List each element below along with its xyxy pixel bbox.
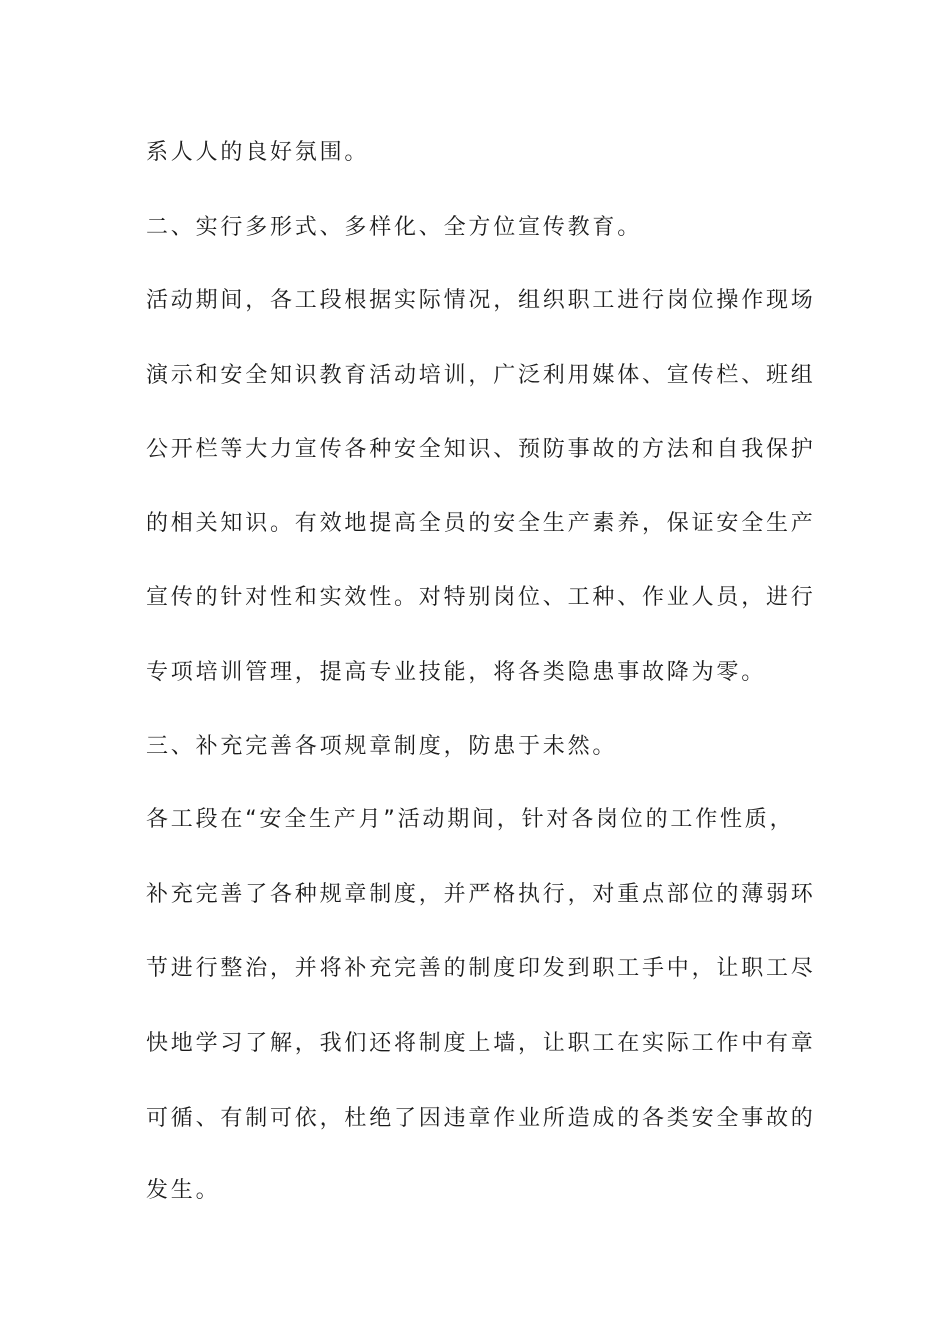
text-line-14: 可循、有制可依，杜绝了因违章作业所造成的各类安全事故的 bbox=[146, 1106, 816, 1131]
section-heading-3: 三、补充完善各项规章制度，防患于未然。 bbox=[146, 734, 618, 759]
section-heading-2: 二、实行多形式、多样化、全方位宣传教育。 bbox=[146, 215, 643, 240]
text-line-11: 补充完善了各种规章制度，并严格执行，对重点部位的薄弱环 bbox=[146, 882, 816, 907]
text-line-12: 节进行整治，并将补充完善的制度印发到职工手中，让职工尽 bbox=[146, 956, 816, 981]
text-line-5: 公开栏等大力宣传各种安全知识、预防事故的方法和自我保护 bbox=[146, 437, 816, 462]
text-line-1: 系人人的良好氛围。 bbox=[146, 140, 370, 165]
text-line-13: 快地学习了解，我们还将制度上墙，让职工在实际工作中有章 bbox=[146, 1031, 816, 1056]
text-line-7: 宣传的针对性和实效性。对特别岗位、工种、作业人员，进行 bbox=[146, 585, 816, 610]
text-line-15: 发生。 bbox=[146, 1178, 221, 1203]
text-line-10: 各工段在“安全生产月”活动期间，针对各岗位的工作性质， bbox=[146, 807, 795, 832]
text-line-8: 专项培训管理，提高专业技能，将各类隐患事故降为零。 bbox=[146, 660, 767, 685]
text-line-6: 的相关知识。有效地提高全员的安全生产素养，保证安全生产 bbox=[146, 511, 816, 536]
text-line-3: 活动期间，各工段根据实际情况，组织职工进行岗位操作现场 bbox=[146, 288, 816, 313]
text-line-4: 演示和安全知识教育活动培训，广泛利用媒体、宣传栏、班组 bbox=[146, 363, 816, 388]
